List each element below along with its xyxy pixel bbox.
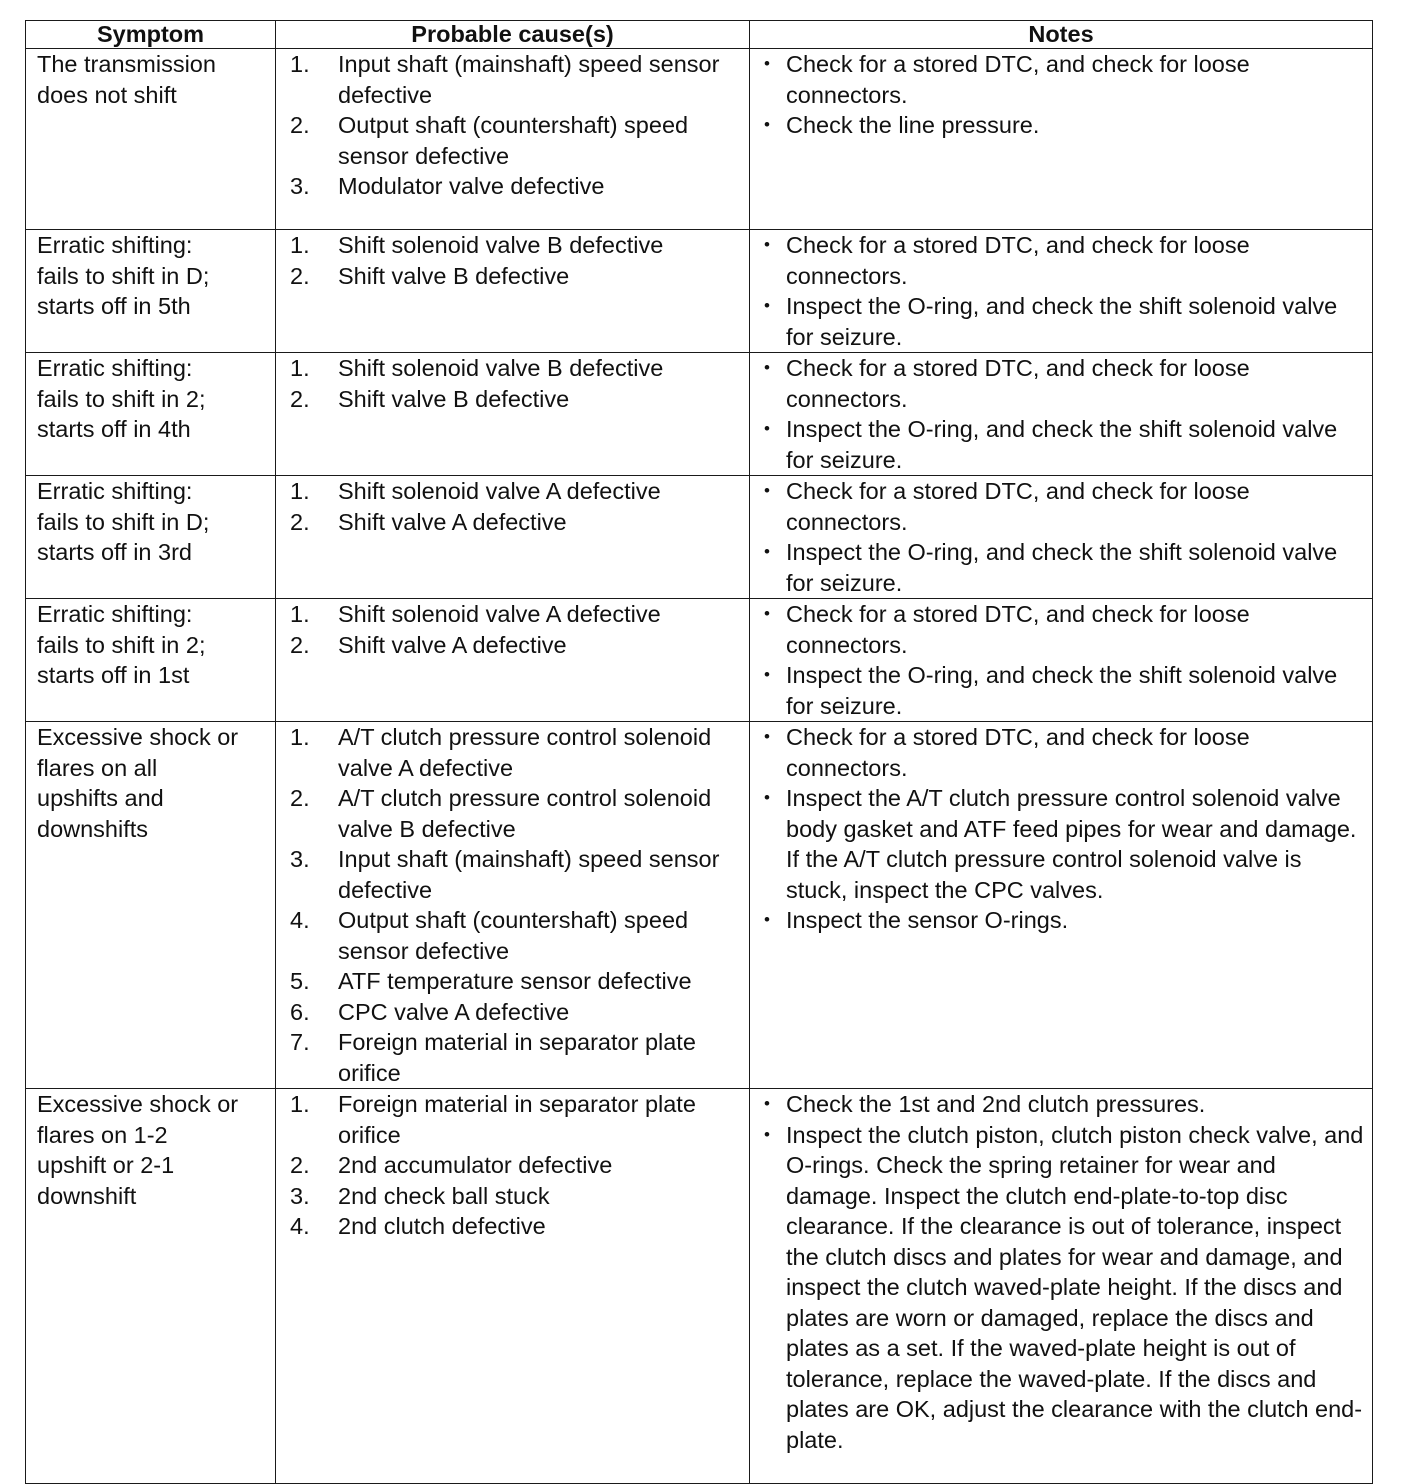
cause-text: Shift valve B defective: [338, 262, 570, 289]
notes-cell: [750, 230, 1373, 353]
note-item: [764, 537, 1372, 598]
cause-number: 3.: [290, 1182, 310, 1209]
notes-cell: [750, 599, 1373, 722]
cause-number: 6.: [290, 998, 310, 1025]
note-text: Inspect the A/T clutch pressure control solenoid valve body gasket and ATF feed pipes for wear and damage. If the A/T clutch pressure control solenoid valve is stuck, inspect the CPC valves.: [786, 785, 1357, 903]
note-item: [764, 905, 1372, 936]
table-row: [26, 49, 1373, 230]
cause-item: [290, 1211, 749, 1242]
note-text: Inspect the O-ring, and check the shift solenoid valve for seizure.: [786, 662, 1338, 719]
probable-cause-cell: [276, 476, 750, 599]
cause-number: 1.: [290, 232, 310, 258]
bullet-icon: •: [764, 481, 770, 500]
header-row: [26, 21, 1373, 49]
cause-text: Shift solenoid valve A defective: [338, 478, 661, 504]
cause-text: 2nd check ball stuck: [338, 1182, 550, 1209]
note-item: [764, 353, 1372, 414]
cause-text: Input shaft (mainshaft) speed sensor defective: [338, 846, 720, 903]
cause-number: 4.: [290, 907, 310, 933]
note-text: Check for a stored DTC, and check for loose connectors.: [786, 355, 1250, 412]
probable-cause-cell: [276, 353, 750, 476]
note-text: Inspect the O-ring, and check the shift solenoid valve for seizure.: [786, 539, 1338, 596]
cause-text: CPC valve A defective: [338, 998, 570, 1025]
cause-number: 1.: [290, 601, 310, 627]
probable-cause-cell: [276, 230, 750, 353]
cause-text: Shift valve B defective: [338, 385, 570, 412]
table-body: [26, 49, 1373, 1484]
bullet-icon: •: [764, 115, 770, 134]
bullet-icon: •: [764, 727, 770, 746]
note-text: Check the 1st and 2nd clutch pressures.: [786, 1091, 1206, 1117]
table-row: [26, 230, 1373, 353]
note-item: [764, 110, 1372, 141]
cause-number: 2.: [290, 785, 310, 811]
cause-number: 2.: [290, 631, 310, 658]
header-symptom: Symptom: [26, 21, 276, 49]
cause-number: 7.: [290, 1029, 310, 1055]
notes-cell: [750, 353, 1373, 476]
bullet-icon: •: [764, 542, 770, 561]
cause-number: 2.: [290, 508, 310, 535]
table-row: [26, 722, 1373, 1089]
cause-number: 2.: [290, 385, 310, 412]
cause-text: Shift solenoid valve B defective: [338, 355, 664, 381]
cause-text: Foreign material in separator plate orifice: [338, 1029, 696, 1086]
table-row: [26, 1089, 1373, 1484]
bullet-icon: •: [764, 419, 770, 438]
note-text: Inspect the O-ring, and check the shift solenoid valve for seizure.: [786, 416, 1338, 473]
cause-text: A/T clutch pressure control solenoid valve B defective: [338, 785, 712, 842]
cause-item: [290, 1181, 749, 1212]
cause-text: Modulator valve defective: [338, 173, 605, 199]
header-notes: Notes: [750, 21, 1373, 49]
note-text: Check for a stored DTC, and check for loose connectors.: [786, 601, 1250, 658]
bullet-icon: •: [764, 54, 770, 73]
cause-text: Shift valve A defective: [338, 631, 567, 658]
bullet-icon: •: [764, 665, 770, 684]
note-item: [764, 722, 1372, 783]
cause-item: [290, 49, 749, 110]
note-text: Inspect the O-ring, and check the shift solenoid valve for seizure.: [786, 293, 1338, 350]
cause-text: Shift solenoid valve B defective: [338, 232, 664, 258]
bullet-icon: •: [764, 358, 770, 377]
note-text: Check for a stored DTC, and check for loose connectors.: [786, 232, 1250, 289]
cause-text: A/T clutch pressure control solenoid valve A defective: [338, 724, 712, 781]
table-row: [26, 353, 1373, 476]
cause-text: Shift solenoid valve A defective: [338, 601, 661, 627]
cause-item: [290, 997, 749, 1028]
note-item: [764, 783, 1372, 905]
cause-item: [290, 722, 749, 783]
symptom-cell: Excessive shock or flares on 1-2 upshift or 2-1 downshift: [26, 1089, 276, 1484]
cause-number: 3.: [290, 173, 310, 199]
cause-number: 1.: [290, 51, 310, 77]
table-row: [26, 599, 1373, 722]
probable-cause-cell: [276, 1089, 750, 1484]
note-item: [764, 49, 1372, 110]
cause-number: 1.: [290, 1091, 310, 1117]
cause-number: 2.: [290, 112, 310, 138]
symptom-cell: Erratic shifting: fails to shift in 2; starts off in 1st: [26, 599, 276, 722]
symptom-cell: The transmission does not shift: [26, 49, 276, 230]
cause-text: Foreign material in separator plate orifice: [338, 1091, 696, 1148]
cause-item: [290, 476, 749, 507]
cause-item: [290, 353, 749, 384]
bullet-icon: •: [764, 910, 770, 929]
notes-cell: [750, 49, 1373, 230]
cause-item: [290, 630, 749, 661]
bullet-icon: •: [764, 296, 770, 315]
notes-cell: [750, 722, 1373, 1089]
symptom-cell: Erratic shifting: fails to shift in D; starts off in 3rd: [26, 476, 276, 599]
probable-cause-cell: [276, 722, 750, 1089]
cause-number: 1.: [290, 355, 310, 381]
cause-item: [290, 261, 749, 292]
cause-item: [290, 966, 749, 997]
cause-number: 3.: [290, 846, 310, 872]
note-item: [764, 1089, 1372, 1120]
note-text: Check for a stored DTC, and check for loose connectors.: [786, 478, 1250, 535]
symptom-cell: Erratic shifting: fails to shift in D; starts off in 5th: [26, 230, 276, 353]
cause-item: [290, 599, 749, 630]
cause-item: [290, 905, 749, 966]
notes-cell: [750, 476, 1373, 599]
cause-text: Output shaft (countershaft) speed sensor defective: [338, 907, 689, 964]
cause-text: Output shaft (countershaft) speed sensor defective: [338, 112, 689, 169]
notes-cell: [750, 1089, 1373, 1484]
note-text: Inspect the clutch piston, clutch piston check valve, and O-rings. Check the spring retainer for wear and damage. Inspect the clutch end-plate-to-top disc clearance. If the clearance is out of tolerance, inspect the clutch discs and plates for wear and damage, and inspect the clutch waved-plate height. If the discs and plates are worn or damaged, replace the discs and plates as a set. If the waved-plate height is out of tolerance, replace the waved-plate. If the discs and plates are OK, adjust the clearance with the clutch end-plate.: [786, 1121, 1364, 1453]
bullet-icon: •: [764, 235, 770, 254]
cause-item: [290, 783, 749, 844]
cause-number: 1.: [290, 478, 310, 504]
probable-cause-cell: [276, 599, 750, 722]
symptom-cell: Excessive shock or flares on all upshifts and downshifts: [26, 722, 276, 1089]
cause-text: 2nd accumulator defective: [338, 1152, 613, 1178]
cause-item: [290, 384, 749, 415]
cause-text: Input shaft (mainshaft) speed sensor defective: [338, 51, 720, 108]
header-probable-cause: Probable cause(s): [276, 21, 750, 49]
cause-item: [290, 844, 749, 905]
probable-cause-cell: [276, 49, 750, 230]
cause-item: [290, 507, 749, 538]
note-text: Check for a stored DTC, and check for loose connectors.: [786, 724, 1250, 781]
cause-number: 5.: [290, 968, 310, 994]
cause-number: 2.: [290, 1152, 310, 1178]
cause-text: ATF temperature sensor defective: [338, 968, 692, 994]
symptom-cell: Erratic shifting: fails to shift in 2; starts off in 4th: [26, 353, 276, 476]
note-item: [764, 414, 1372, 475]
cause-text: 2nd clutch defective: [338, 1213, 546, 1239]
cause-item: [290, 171, 749, 202]
troubleshooting-table: [25, 20, 1373, 1484]
note-item: [764, 1120, 1372, 1456]
cause-number: 2.: [290, 262, 310, 289]
note-item: [764, 230, 1372, 291]
note-item: [764, 291, 1372, 352]
cause-number: 1.: [290, 724, 310, 750]
cause-item: [290, 1089, 749, 1150]
cause-item: [290, 230, 749, 261]
cause-number: 4.: [290, 1213, 310, 1239]
note-text: Check the line pressure.: [786, 112, 1040, 138]
cause-item: [290, 1150, 749, 1181]
bullet-icon: •: [764, 1124, 770, 1144]
note-item: [764, 660, 1372, 721]
cause-item: [290, 1027, 749, 1088]
bullet-icon: •: [764, 788, 770, 807]
note-text: Inspect the sensor O-rings.: [786, 907, 1069, 933]
bullet-icon: •: [764, 604, 770, 623]
cause-item: [290, 110, 749, 171]
note-text: Check for a stored DTC, and check for loose connectors.: [786, 51, 1250, 108]
note-item: [764, 476, 1372, 537]
note-item: [764, 599, 1372, 660]
table-row: [26, 476, 1373, 599]
bullet-icon: •: [764, 1094, 770, 1113]
cause-text: Shift valve A defective: [338, 508, 567, 535]
